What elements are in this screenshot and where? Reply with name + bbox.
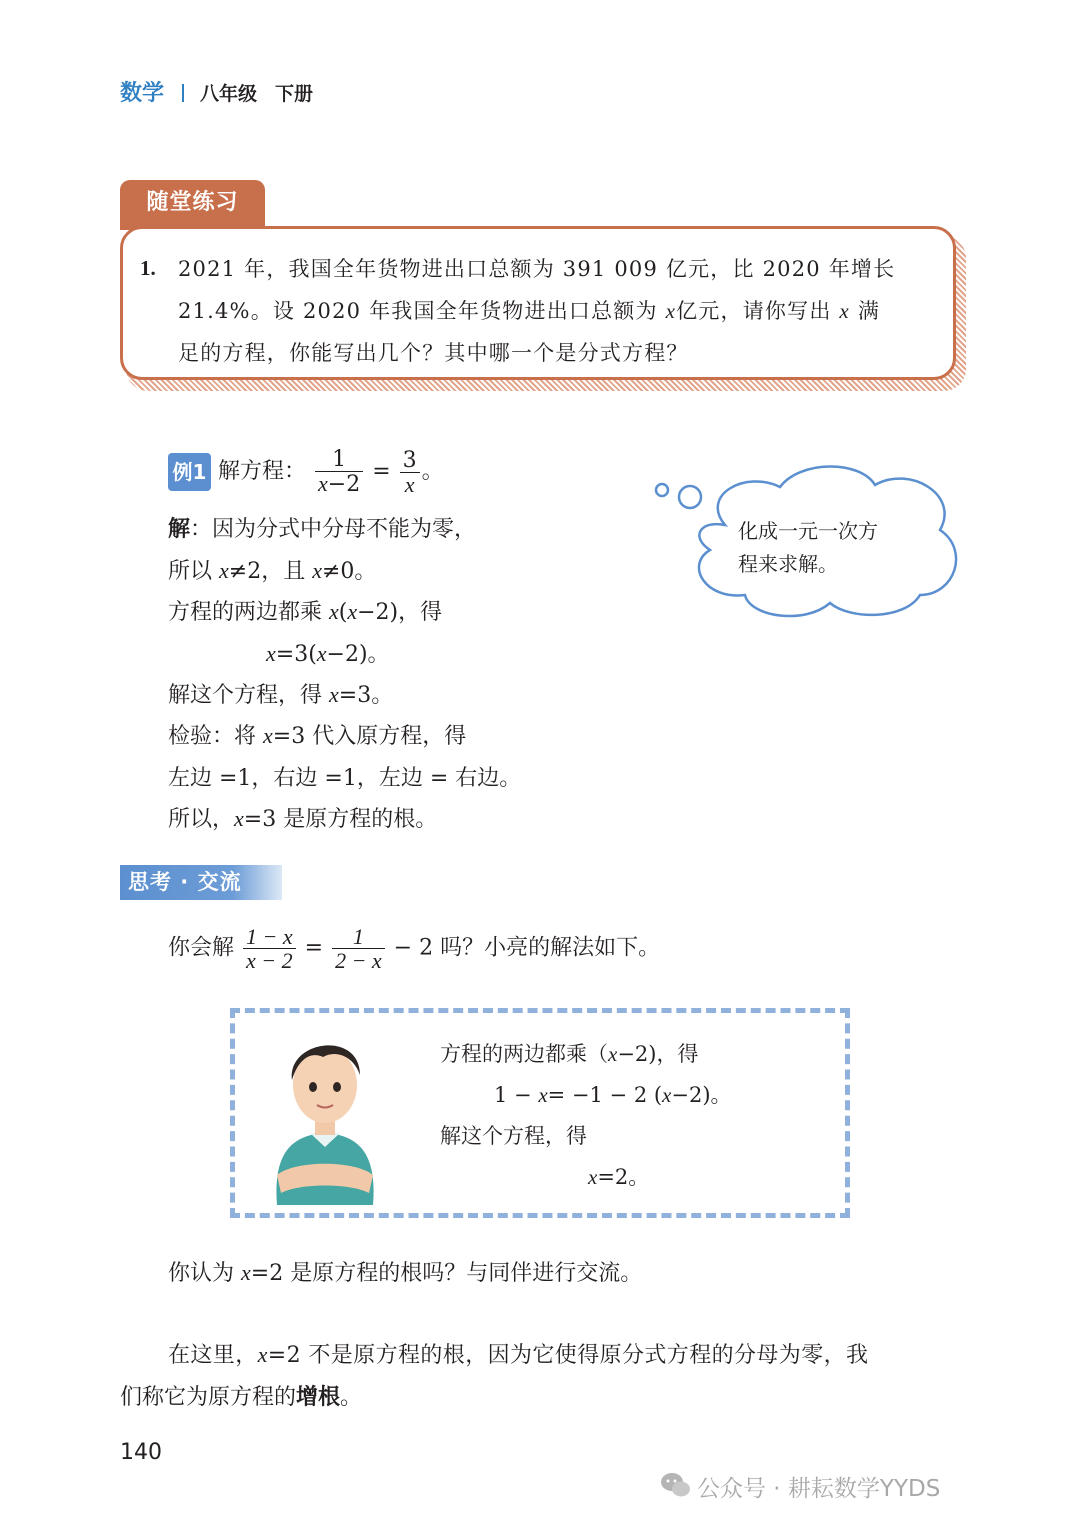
grade-label: 八年级 bbox=[200, 83, 258, 105]
fraction-1-minus-x: $\frac{1 - x}{x - 2}$ bbox=[243, 925, 296, 972]
practice-line-2: 21.4%。设 2020 年我国全年货物进出口总额为 x亿元，请你写出 x 满 bbox=[178, 299, 881, 323]
fraction-1-over-x-minus-2: $\frac{1}{x-2}$ bbox=[315, 448, 363, 496]
solution-line-2: 所以 x≠2，且 x≠0。 bbox=[168, 558, 377, 584]
boy-illustration-icon bbox=[265, 1025, 385, 1205]
think-question: 你会解 $\frac{1 - x}{x - 2}$ = $\frac{1}{2 - x}$ − 2 吗？小亮的解法如下。 bbox=[168, 924, 661, 974]
example-equation: 解方程： $\frac{1}{x-2}$ = $\frac{3}{x}$ 。 bbox=[218, 447, 444, 498]
followup-question: 你认为 x=2 是原方程的根吗？与同伴进行交流。 bbox=[168, 1260, 643, 1286]
solution-line-4: x=3(x−2)。 bbox=[266, 641, 390, 667]
solution-line-3: 方程的两边都乘 x(x−2)，得 bbox=[168, 599, 443, 625]
fraction-1-over-2-minus-x: $\frac{1}{2 - x}$ bbox=[332, 925, 385, 972]
box-line-2: 1 − x= −1 − 2 (x−2)。 bbox=[494, 1083, 732, 1107]
header-divider bbox=[182, 84, 184, 102]
page-number: 140 bbox=[120, 1440, 162, 1465]
term-extraneous-root: 增根 bbox=[296, 1384, 341, 1410]
practice-tab: 随堂练习 bbox=[120, 180, 265, 230]
wechat-icon bbox=[660, 1470, 692, 1500]
subject-title: 数学 bbox=[120, 81, 165, 106]
solution-line-7: 左边 =1，右边 =1，左边 = 右边。 bbox=[168, 766, 522, 791]
think-exchange-tag: 思考 · 交流 bbox=[120, 865, 282, 900]
solution-line-6: 检验：将 x=3 代入原方程，得 bbox=[168, 723, 467, 749]
extraneous-root-paragraph-line-2: 们称它为原方程的增根。 bbox=[120, 1384, 363, 1410]
solution-line-8: 所以，x=3 是原方程的根。 bbox=[168, 806, 438, 832]
practice-item-number: 1. bbox=[140, 256, 156, 280]
extraneous-root-paragraph-line-1: 在这里，x=2 不是原方程的根，因为它使得原分式方程的分母为零，我 bbox=[168, 1342, 869, 1368]
volume-label: 下册 bbox=[275, 83, 314, 105]
cloud-text-line-2: 程来求解。 bbox=[738, 552, 838, 576]
practice-line-1: 2021 年，我国全年货物进出口总额为 391 009 亿元，比 2020 年增长 bbox=[178, 257, 896, 281]
page-header bbox=[120, 76, 313, 107]
cloud-text-line-1: 化成一元一次方 bbox=[738, 519, 878, 543]
box-line-4: x=2。 bbox=[588, 1165, 650, 1189]
example-badge: 例1 bbox=[168, 453, 211, 491]
solution-line-1: 解：因为分式中分母不能为零， bbox=[168, 516, 477, 542]
practice-line-3: 足的方程，你能写出几个？其中哪一个是分式方程？ bbox=[178, 341, 689, 365]
fraction-3-over-x: $\frac{3}{x}$ bbox=[400, 449, 420, 496]
watermark: 公众号 · 耕耘数学YYDS bbox=[697, 1476, 941, 1502]
box-line-3: 解这个方程，得 bbox=[440, 1124, 587, 1148]
solution-line-5: 解这个方程，得 x=3。 bbox=[168, 682, 394, 708]
box-line-1: 方程的两边都乘（x−2)，得 bbox=[440, 1042, 699, 1066]
